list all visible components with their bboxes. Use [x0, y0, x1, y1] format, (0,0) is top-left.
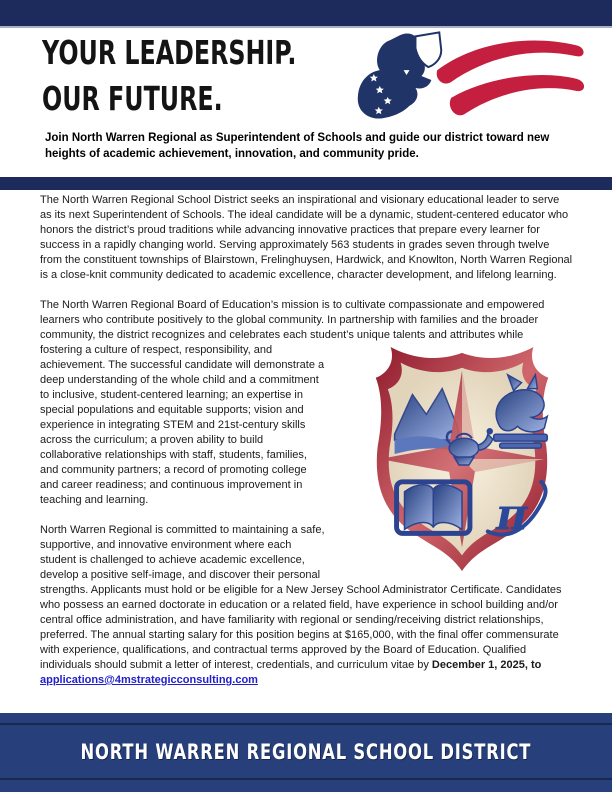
- svg-text:π: π: [495, 489, 528, 541]
- body-text: [40, 193, 573, 703]
- top-bar: [0, 0, 612, 28]
- mission-paragraph-intro: The North Warren Regional Board of Education’s mission is to cultivate compassionate and empowered learners who contribute positively to the global community. In partnership with families and the broader community, the district recognizes and celebrates each student’s unique talents and attributes while: [40, 299, 545, 341]
- headline-line2: OUR FUTURE.: [42, 79, 223, 118]
- headline: [42, 30, 296, 122]
- mission-paragraph-wrap: fostering a culture of respect, responsibility, and achievement. The successful candidate will demonstrate a deep understanding of the whole child and a commitment to inclusive, student-centered learning; an expertise in special populations and equitable supports; vision and experience in integrating STEM and 21st-century skills across the curriculum; a proven ability to build collaborative relationships with staff, students, families, and community partners; a record of promoting college and career readiness; and continuous improvement in teaching and learning.: [40, 344, 325, 506]
- headline-line1: YOUR LEADERSHIP.: [42, 33, 297, 72]
- footer-band: [0, 723, 612, 780]
- application-email-link[interactable]: applications@4mstrategicconsulting.com: [40, 674, 258, 686]
- patriot-flag-icon: [352, 30, 590, 126]
- intro-paragraph: The North Warren Regional School District seeks an inspirational and visionary educational leader to serve as its next Superintendent of Schools. The ideal candidate will be a dynamic, student-centered educator who honors the district’s proud traditions while advancing innovative practices that prepare every learner for success in a rapidly changing world. Serving approximately 563 students in grades seven through twelve from the constituent townships of Blairstown, Frelinghuysen, Hardwick, and Knowlton, North Warren Regional is a close-knit community dedicated to academic excellence, character development, and lifelong learning.: [40, 194, 573, 281]
- district-name: NORTH WARREN REGIONAL SCHOOL DISTRICT: [80, 739, 532, 764]
- application-deadline: December 1, 2025, to: [431, 659, 542, 671]
- header-divider: [0, 177, 612, 190]
- school-crest-icon: [337, 343, 573, 579]
- footer-banner: [0, 713, 612, 792]
- tagline: Join North Warren Regional as Superintendent of Schools and guide our district toward new heights of academic achievement, innovation, and community pride.: [45, 132, 550, 160]
- commitment-text: North Warren Regional is committed to maintaining a safe, supportive, and innovative environment where each student is challenged to achieve academic excellence, develop a positive self-image, and discover their personal strengths. Applicants must hold or be eligible for a New Jersey School Administrator Certificate. Candidates who possess an earned doctorate in education or a related field, have experience in school building and/or central office administration, and have familiarity with regional or sending/receiving district relationships, preferred. The annual starting salary for this position begins at $165,000, with the final offer commensurate with experience, qualifications, and contractual terms approved by the Board of Education. Qualified individuals should submit a letter of interest, credentials, and curriculum vitae by: [40, 524, 562, 671]
